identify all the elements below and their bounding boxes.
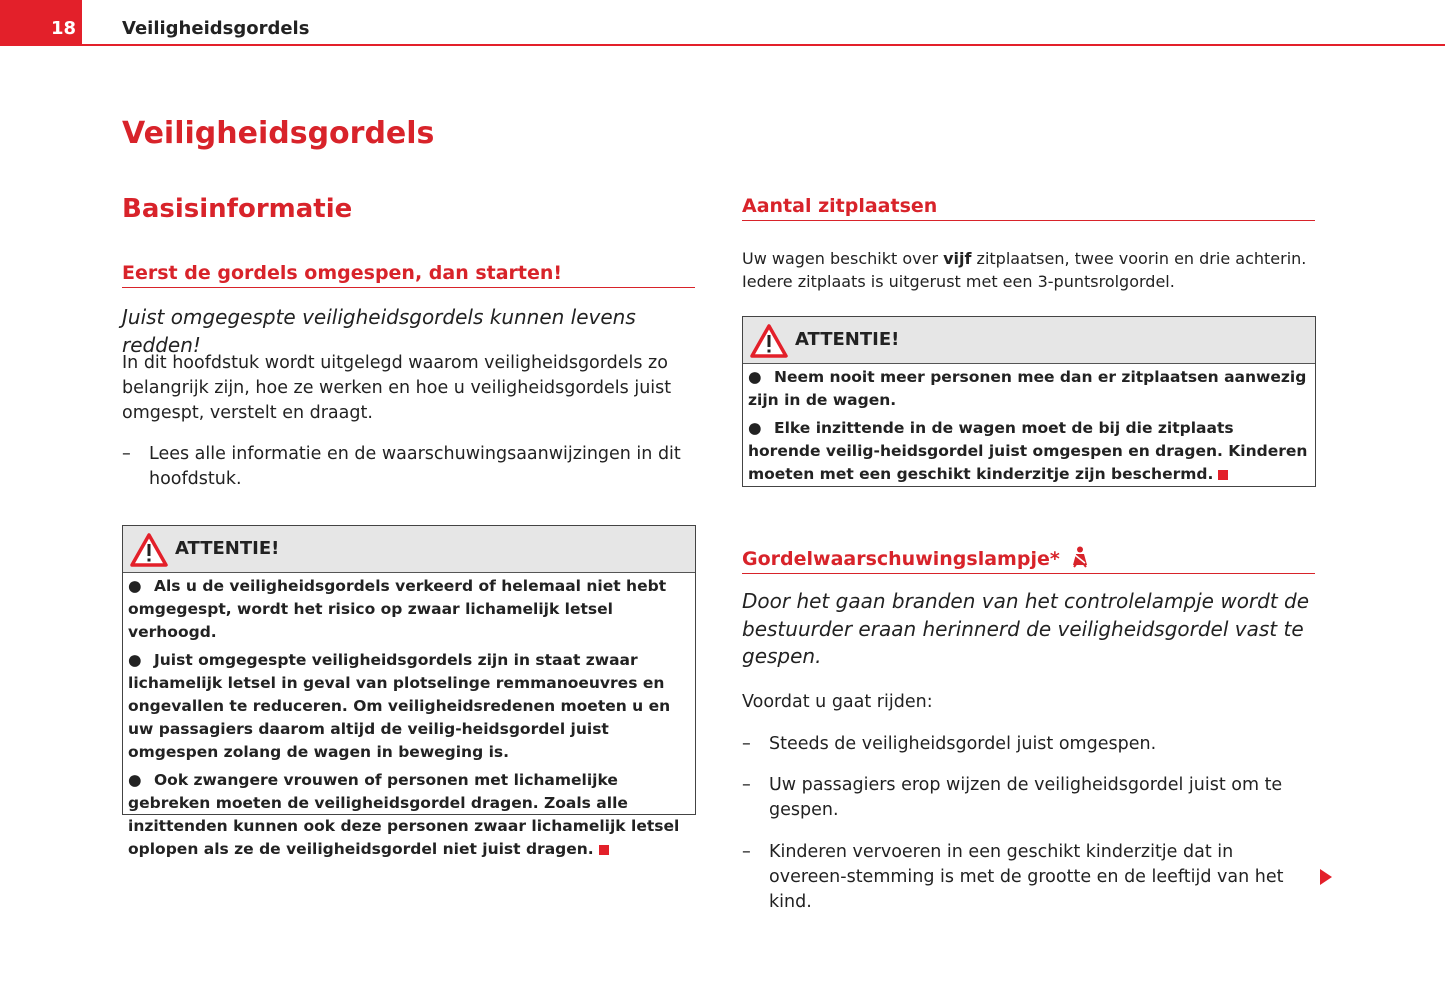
dash-item-text: Steeds de veiligheidsgordel juist omgespen. — [769, 734, 1157, 754]
dash-item — [742, 840, 1314, 915]
seatbelt-warning-icon — [1070, 546, 1090, 568]
dash-item — [742, 773, 1309, 823]
bullet-icon: ● — [748, 368, 762, 386]
warning-item — [128, 769, 689, 861]
page-number: 18 — [50, 18, 76, 39]
warning-header — [743, 317, 1315, 364]
dash-glyph: – — [742, 775, 751, 795]
page-title: Veiligheidsgordels — [122, 116, 435, 151]
warning-item — [128, 575, 689, 644]
lamp-intro: Voordat u gaat rijden: — [742, 692, 933, 712]
seats-count: vijf — [943, 249, 972, 268]
section-title: Basisinformatie — [122, 194, 353, 224]
end-of-section-icon — [1218, 470, 1228, 480]
warning-item-text: Als u de veiligheidsgordels verkeerd of helemaal niet hebt omgegespt, wordt het risico op zwaar lichamelijk letsel verhoogd. — [128, 577, 667, 641]
lamp-lead-text: Door het gaan branden van het controlelampje wordt de bestuurder eraan herinnerd de veiligheidsgordel vast te gespen. — [742, 589, 1310, 668]
warning-header — [123, 526, 695, 573]
warning-item-text: Elke inzittende in de wagen moet de bij die zitplaats horende veilig-heidsgordel juist omgespen en dragen. Kinderen moeten met een geschikt kinderzitje zijn beschermd. — [748, 419, 1308, 483]
seats-paragraph — [742, 247, 1322, 293]
dash-item — [122, 442, 699, 492]
dash-item-text: Kinderen vervoeren in een geschikt kinderzitje dat in overeen-stemming is met de grootte en de leeftijd van het kind. — [769, 842, 1284, 912]
warning-triangle-icon — [129, 532, 169, 568]
dash-glyph: – — [742, 734, 751, 754]
warning-box — [122, 525, 696, 858]
warning-body — [743, 364, 1315, 493]
seats-title: Aantal zitplaatsen — [742, 195, 1315, 221]
subsection-title: Eerst de gordels omgespen, dan starten! — [122, 262, 695, 288]
bullet-icon: ● — [128, 771, 142, 789]
warning-label: ATTENTIE! — [175, 538, 280, 559]
warning-triangle-icon — [749, 323, 789, 359]
warning-item-text: Juist omgegespte veiligheidsgordels zijn in staat zwaar lichamelijk letsel in geval van plotselinge remmanoeuvres en ongevallen te reduceren. Om veiligheidsredenen moeten u en uw passagiers daarom altijd de veilig-heidsgordel juist omgespen zolang de wagen in beweging is. — [128, 651, 671, 761]
warning-item-text: Neem nooit meer personen mee dan er zitplaatsen aanwezig zijn in de wagen. — [748, 368, 1307, 409]
next-page-arrow-icon[interactable] — [1320, 869, 1332, 885]
warning-body — [123, 573, 695, 868]
warning-label: ATTENTIE! — [795, 329, 900, 350]
seats-text: Uw wagen beschikt over — [742, 249, 944, 268]
lamp-title — [742, 546, 1315, 574]
bullet-icon: ● — [128, 651, 142, 669]
dash-glyph: – — [122, 444, 131, 464]
dash-glyph: – — [742, 842, 751, 862]
dash-item-text: Uw passagiers erop wijzen de veiligheidsgordel juist om te gespen. — [769, 775, 1283, 820]
dash-item-text: Lees alle informatie en de waarschuwingsaanwijzingen in dit hoofdstuk. — [149, 444, 681, 489]
dash-item — [742, 732, 1329, 757]
warning-item — [748, 366, 1309, 412]
warning-item-text: Ook zwangere vrouwen of personen met lichamelijke gebreken moeten de veiligheidsgordel dragen. Zoals alle inzittenden kunnen ook deze personen zwaar lichamelijk letsel oplopen als ze de veiligheidsgordel niet juist dragen. — [128, 771, 680, 858]
intro-paragraph: In dit hoofdstuk wordt uitgelegd waarom veiligheidsgordels zo belangrijk zijn, hoe ze werken en hoe u veiligheidsgordels juist omgespt, verstelt en draagt. — [122, 353, 672, 423]
bullet-icon: ● — [748, 419, 762, 437]
warning-item — [128, 649, 689, 764]
running-title: Veiligheidsgordels — [122, 18, 310, 39]
lamp-title-text: Gordelwaarschuwingslampje* — [742, 548, 1060, 570]
seats-warning-box — [742, 316, 1316, 487]
header-rule — [82, 44, 1445, 46]
lead-text: Juist omgegespte veiligheidsgordels kunnen levens redden! — [122, 305, 636, 357]
end-of-section-icon — [599, 845, 609, 855]
seats-text: zitplaatsen, twee voorin en drie achterin. Iedere zitplaats is uitgerust met een 3-puntsrolgordel. — [742, 249, 1307, 291]
bullet-icon: ● — [128, 577, 142, 595]
warning-item — [748, 417, 1309, 486]
